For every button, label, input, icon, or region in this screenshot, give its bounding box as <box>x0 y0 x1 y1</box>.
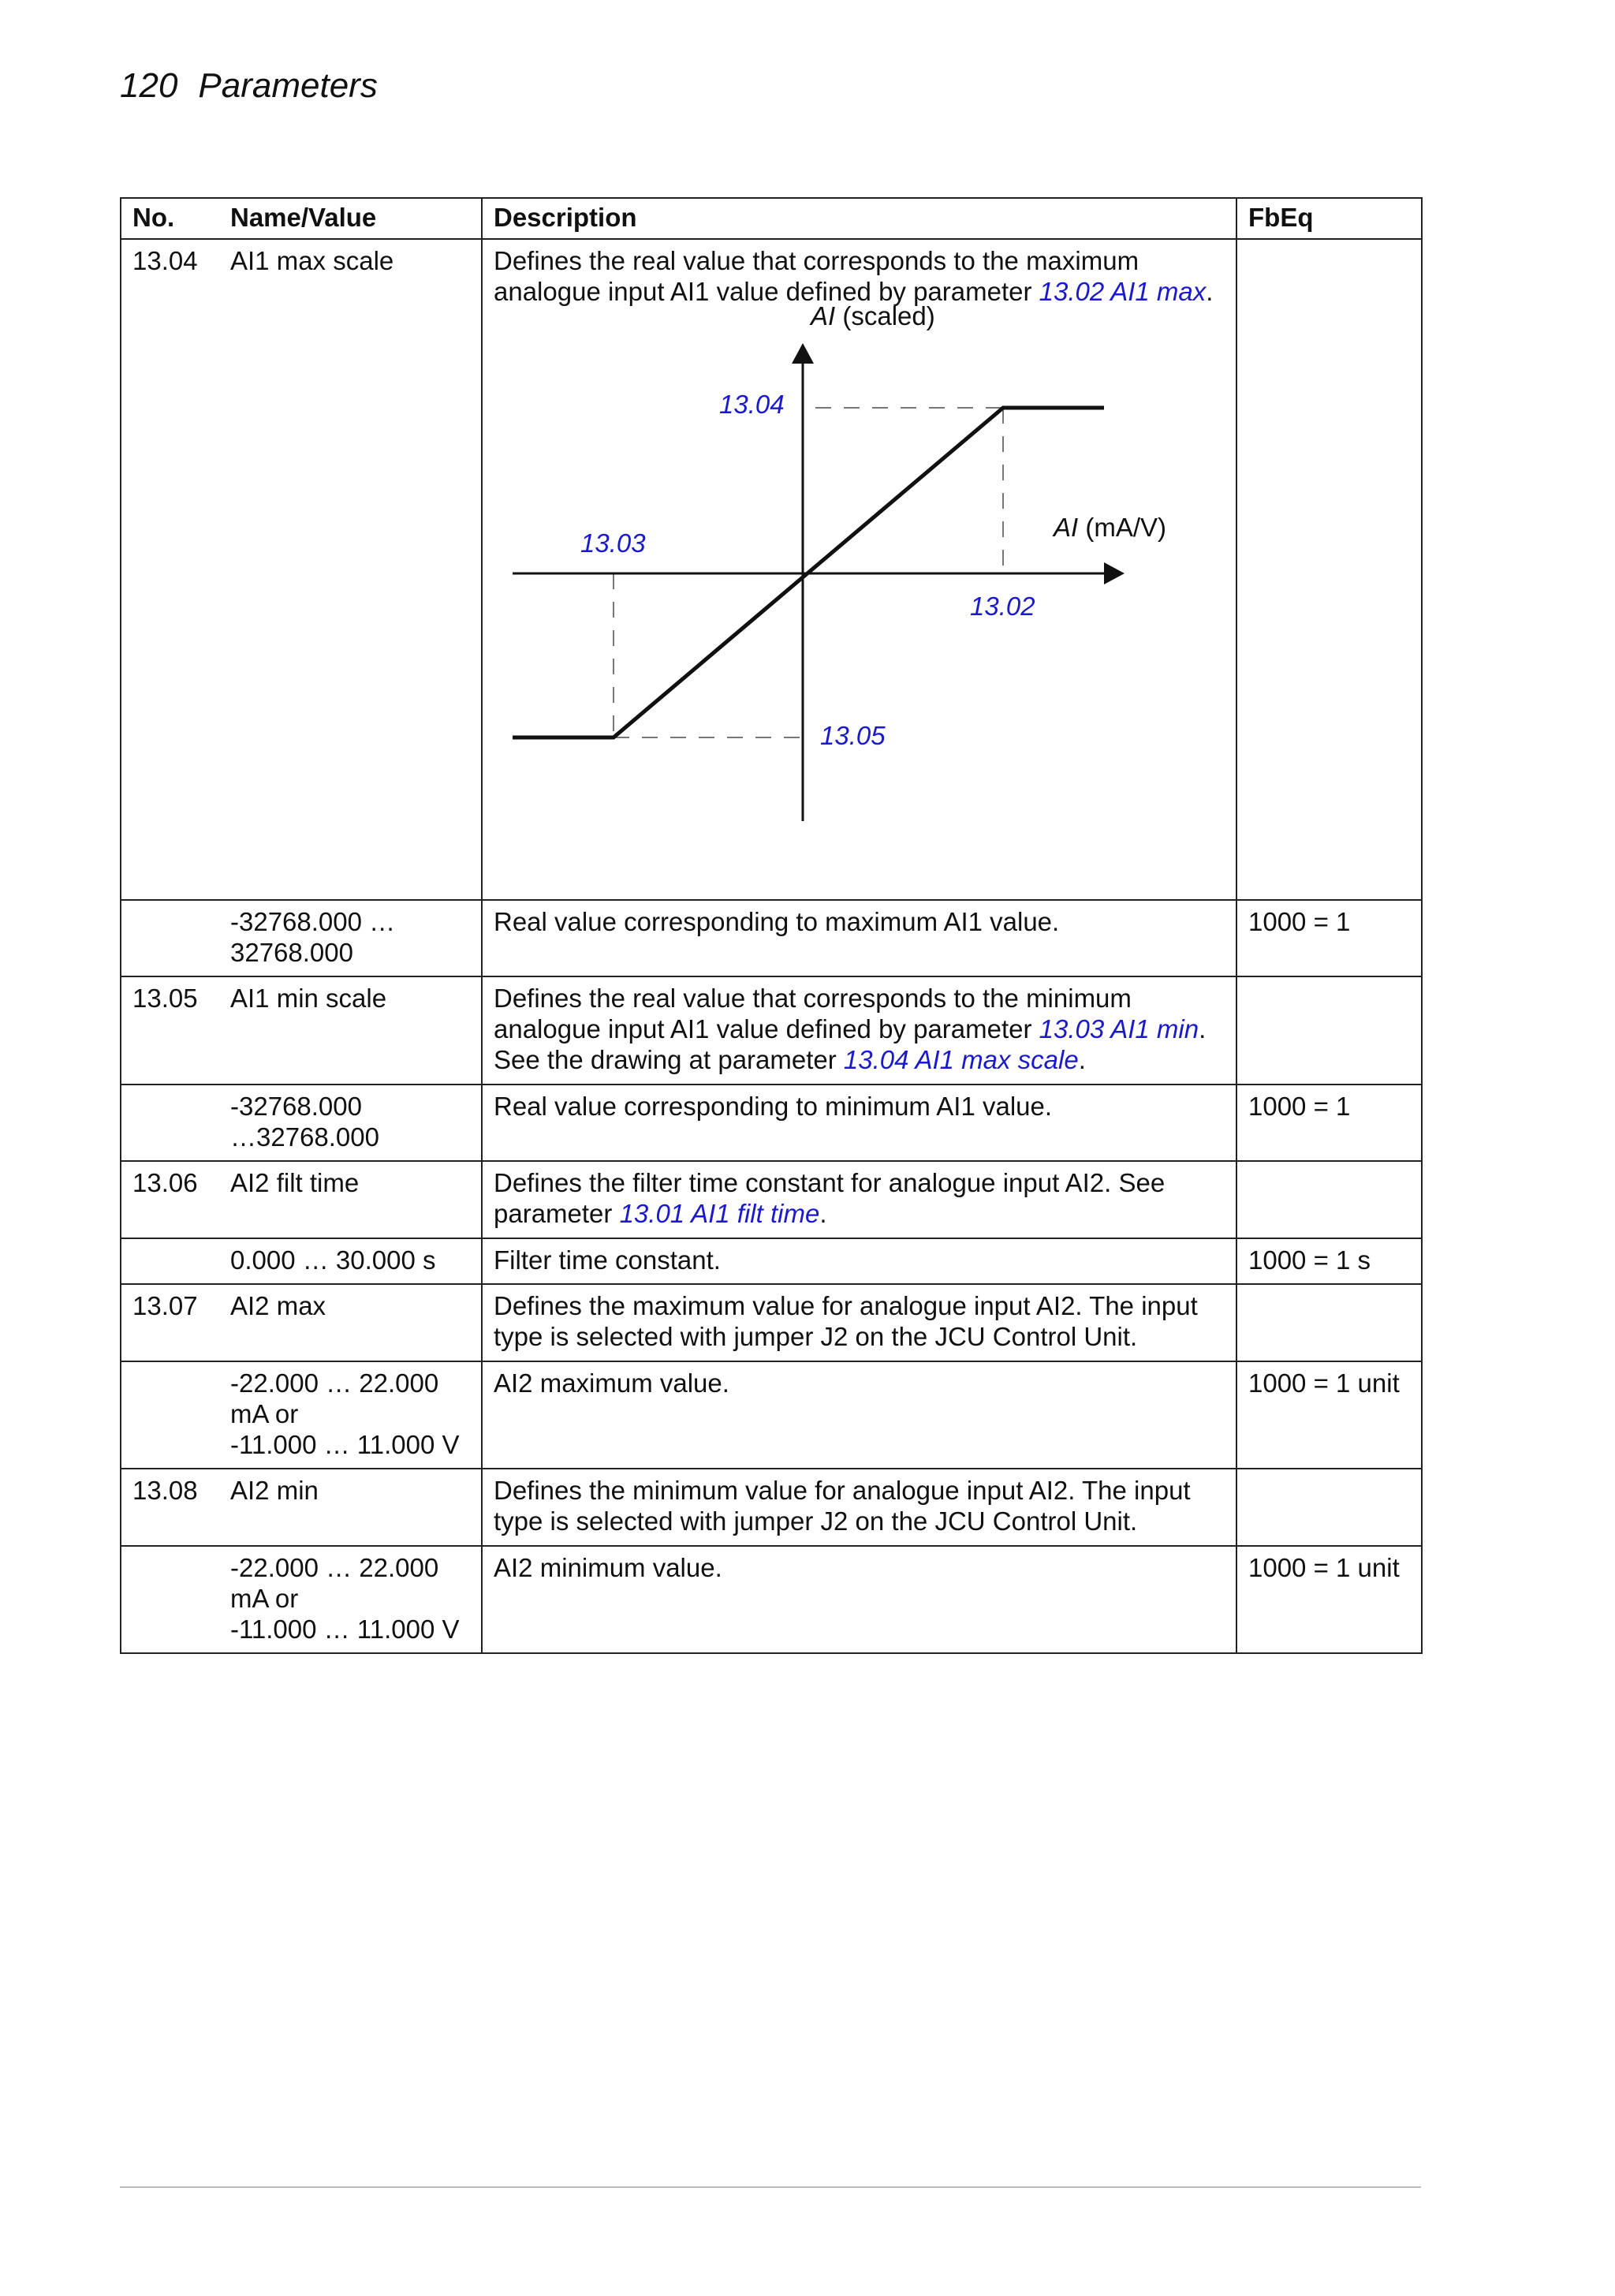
description-text: . See the drawing at parameter <box>494 1014 1207 1074</box>
description-text: Defines the real value that corresponds to the minimum analogue input AI1 value defined by parameter <box>494 984 1132 1043</box>
table-header-row <box>121 198 1422 239</box>
param-link[interactable]: 13.04 AI1 max scale <box>843 1045 1079 1074</box>
x-axis-label: AI (mA/V) <box>1054 513 1167 542</box>
column-header-description: Description <box>482 198 1236 239</box>
description-text: . <box>1206 277 1214 306</box>
label-13-05: 13.05 <box>820 721 886 750</box>
table-row <box>121 1469 1422 1546</box>
param-fbeq <box>1236 239 1422 900</box>
param-fbeq: 1000 = 1 <box>1236 1085 1422 1161</box>
label-13-02: 13.02 <box>970 592 1035 621</box>
param-number <box>121 1238 219 1284</box>
x-axis-arrow <box>1104 562 1125 584</box>
param-fbeq <box>1236 1161 1422 1238</box>
table-row <box>121 1546 1422 1653</box>
param-number: 13.04 <box>121 239 219 900</box>
table-row <box>121 1284 1422 1361</box>
description-text: Defines the filter time constant for analogue input AI2. See parameter <box>494 1168 1166 1228</box>
table-row <box>121 239 1422 900</box>
column-header-name-value: Name/Value <box>219 198 482 239</box>
param-description: Filter time constant. <box>482 1238 1236 1284</box>
label-13-03: 13.03 <box>580 528 646 558</box>
column-header-no: No. <box>121 198 219 239</box>
y-axis-label: AI (scaled) <box>811 301 935 330</box>
param-number <box>121 1546 219 1653</box>
table-row <box>121 1161 1422 1238</box>
page-header <box>120 66 378 106</box>
param-name: AI2 min <box>219 1469 482 1546</box>
param-fbeq <box>1236 1469 1422 1546</box>
param-description: Real value corresponding to maximum AI1 value. <box>482 900 1236 976</box>
param-number: 13.05 <box>121 976 219 1085</box>
param-name: AI2 max <box>219 1284 482 1361</box>
param-description <box>482 1161 1236 1238</box>
param-name: AI2 filt time <box>219 1161 482 1238</box>
section-title: Parameters <box>198 66 378 105</box>
page-number: 120 <box>120 66 178 105</box>
param-description: Defines the maximum value for analogue input AI2. The input type is selected with jumper J2 on the JCU Control Unit. <box>482 1284 1236 1361</box>
table-row <box>121 1085 1422 1161</box>
param-description <box>482 239 1236 900</box>
param-range: -32768.000 … 32768.000 <box>219 900 482 976</box>
param-description <box>482 976 1236 1085</box>
param-fbeq: 1000 = 1 s <box>1236 1238 1422 1284</box>
column-header-fbeq: FbEq <box>1236 198 1422 239</box>
param-name: AI1 max scale <box>219 239 482 900</box>
y-axis-arrow <box>792 343 814 364</box>
param-number: 13.08 <box>121 1469 219 1546</box>
param-link[interactable]: 13.03 AI1 min <box>1039 1014 1199 1043</box>
param-fbeq: 1000 = 1 <box>1236 900 1422 976</box>
scaling-diagram <box>494 301 1203 868</box>
param-range: 0.000 … 30.000 s <box>219 1238 482 1284</box>
param-fbeq: 1000 = 1 unit <box>1236 1546 1422 1653</box>
description-text: Defines the real value that corresponds to the maximum analogue input AI1 value defined by parameter <box>494 246 1139 306</box>
table-row <box>121 900 1422 976</box>
param-description: AI2 minimum value. <box>482 1546 1236 1653</box>
param-number <box>121 1361 219 1469</box>
footer-rule <box>120 2186 1421 2188</box>
param-fbeq <box>1236 1284 1422 1361</box>
param-fbeq <box>1236 976 1422 1085</box>
param-link[interactable]: 13.02 AI1 max <box>1039 277 1207 306</box>
param-fbeq: 1000 = 1 unit <box>1236 1361 1422 1469</box>
description-text: . <box>819 1199 827 1228</box>
param-link[interactable]: 13.01 AI1 filt time <box>619 1199 820 1228</box>
param-description: Defines the minimum value for analogue input AI2. The input type is selected with jumper J2 on the JCU Control Unit. <box>482 1469 1236 1546</box>
param-number <box>121 1085 219 1161</box>
param-number: 13.06 <box>121 1161 219 1238</box>
table-row <box>121 1361 1422 1469</box>
table-row <box>121 976 1422 1085</box>
param-number: 13.07 <box>121 1284 219 1361</box>
description-text: . <box>1078 1045 1086 1074</box>
param-description: Real value corresponding to minimum AI1 value. <box>482 1085 1236 1161</box>
parameter-table <box>120 197 1423 1654</box>
param-name: AI1 min scale <box>219 976 482 1085</box>
param-range: -22.000 … 22.000 mA or -11.000 … 11.000 V <box>219 1361 482 1469</box>
param-range: -22.000 … 22.000 mA or -11.000 … 11.000 V <box>219 1546 482 1653</box>
param-range: -32768.000 …32768.000 <box>219 1085 482 1161</box>
label-13-04: 13.04 <box>719 390 785 419</box>
scaling-diagram-svg <box>494 316 1203 868</box>
table-row <box>121 1238 1422 1284</box>
param-description: AI2 maximum value. <box>482 1361 1236 1469</box>
param-number <box>121 900 219 976</box>
